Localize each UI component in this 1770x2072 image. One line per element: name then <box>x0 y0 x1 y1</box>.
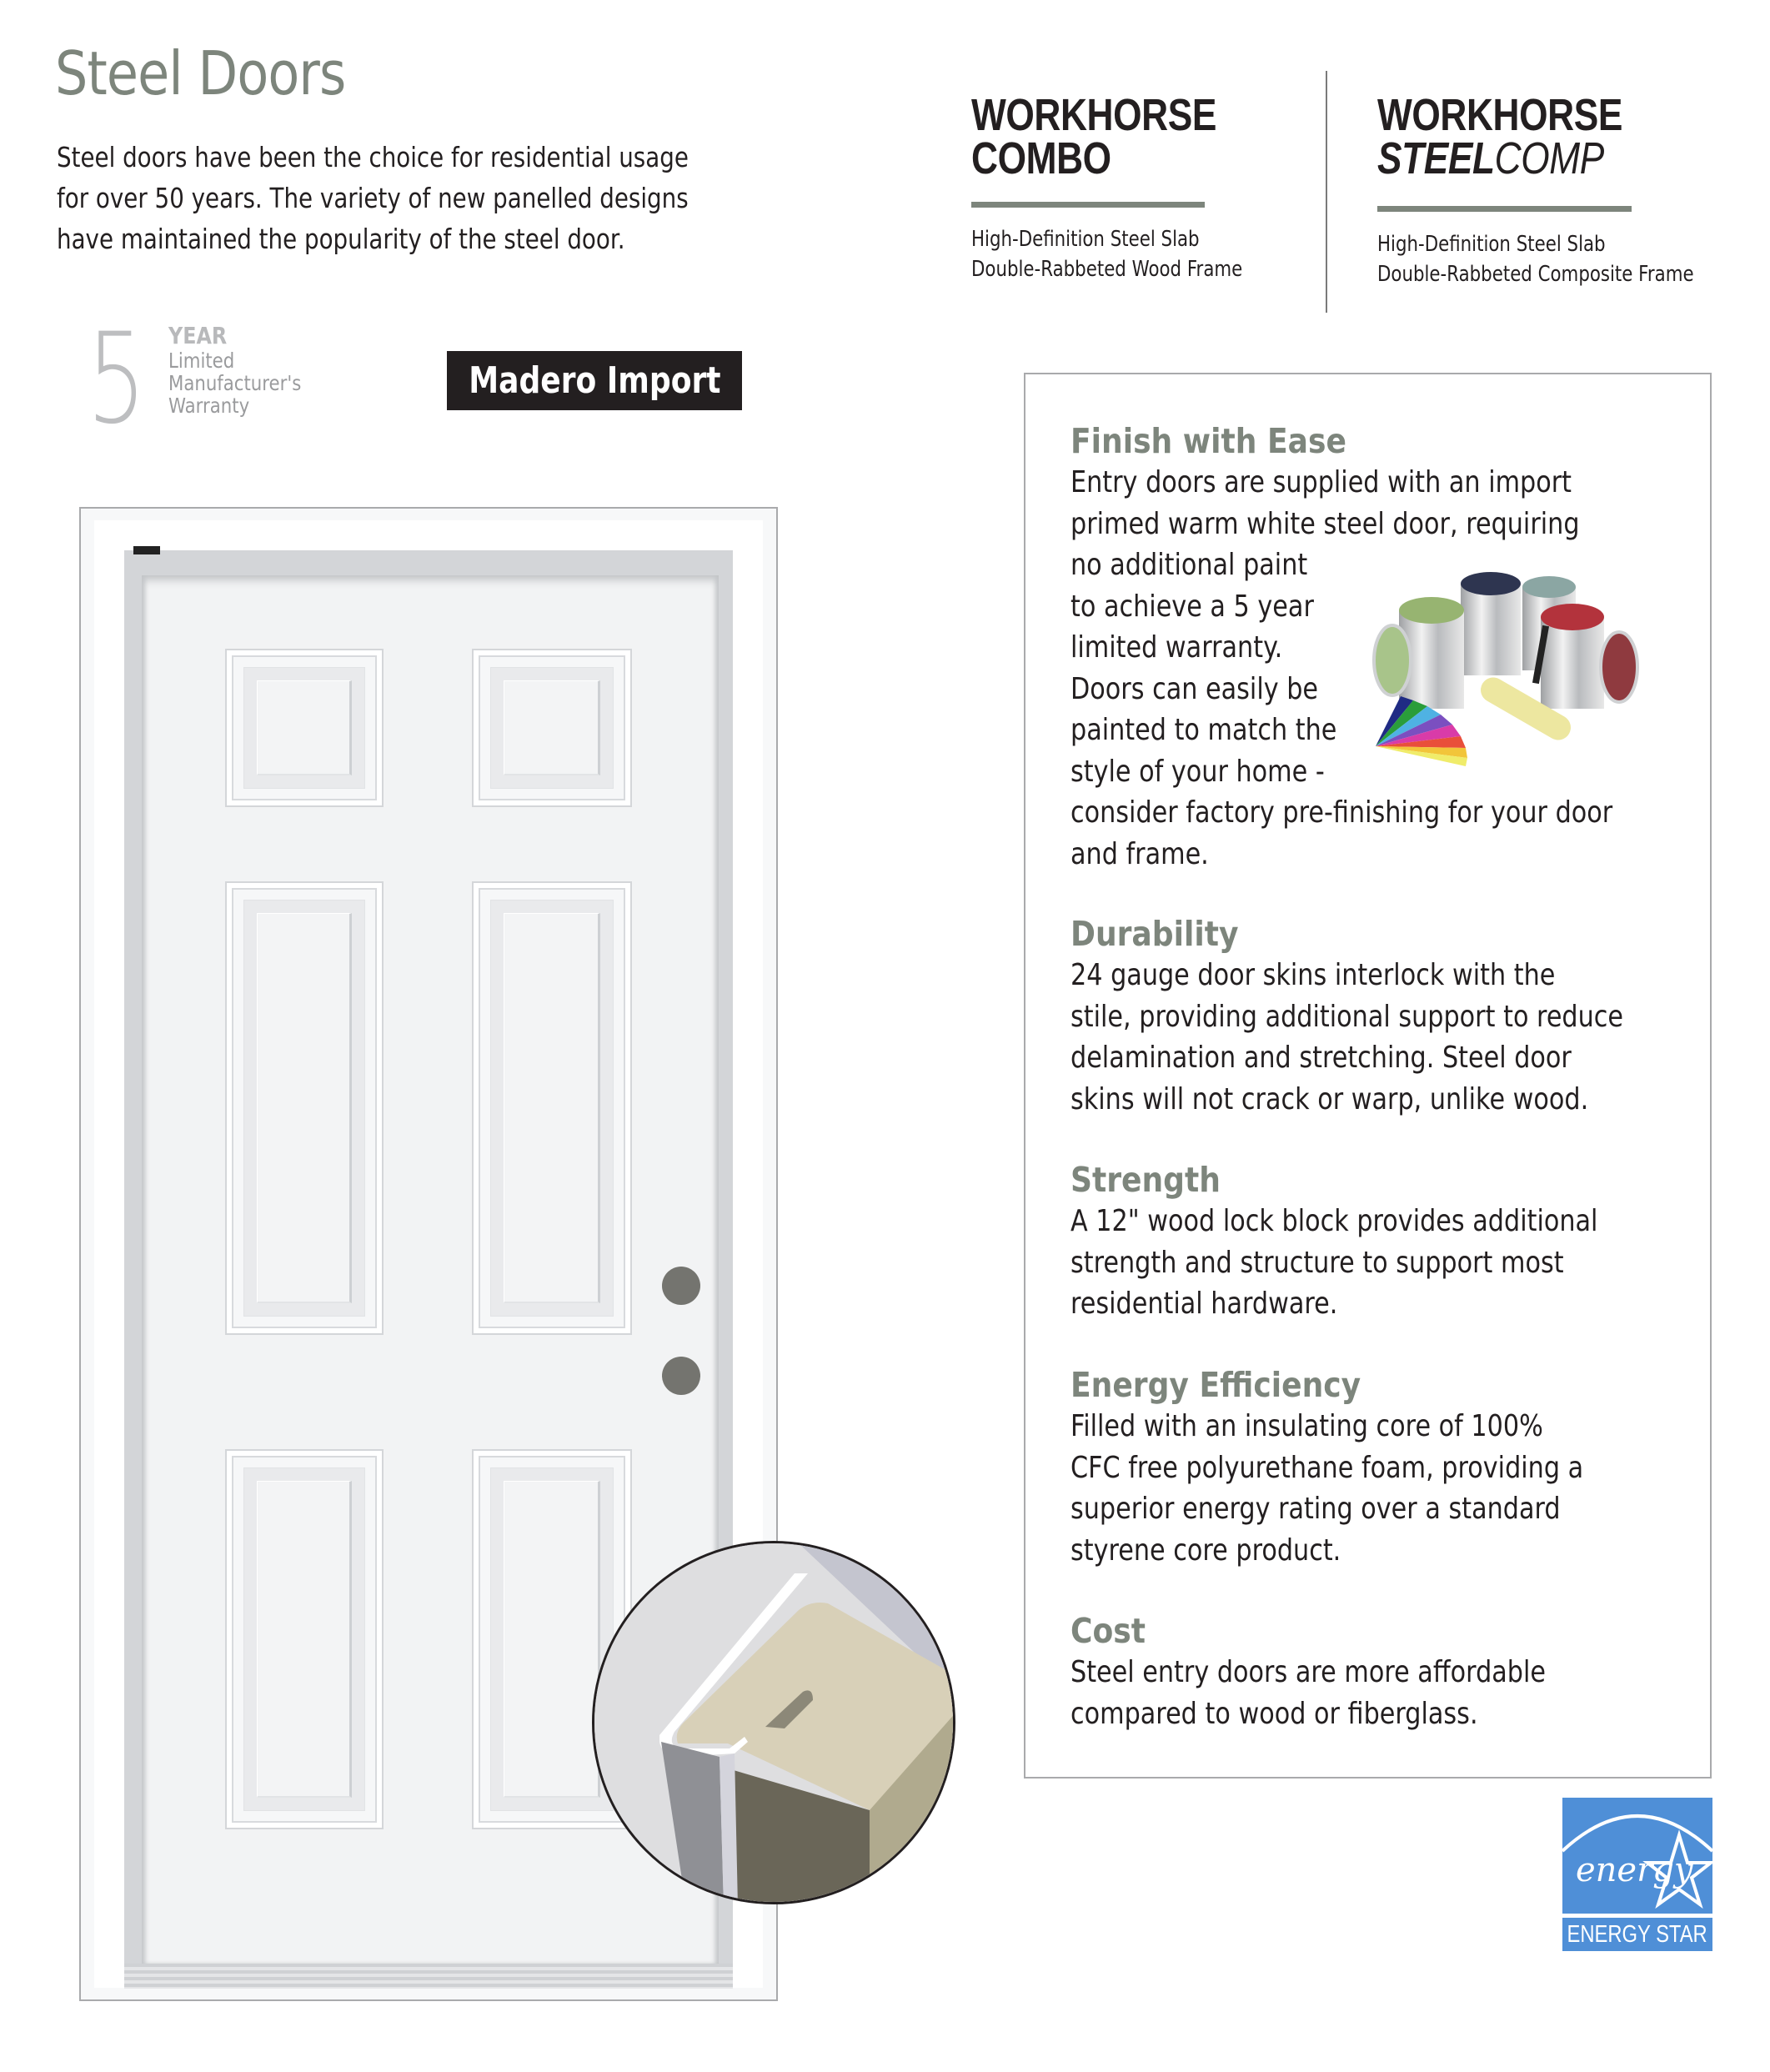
feature-line: primed warm white steel door, requiring <box>1071 506 1580 541</box>
door-panel <box>225 881 384 1335</box>
energy-star-icon <box>1562 1798 1712 1914</box>
feature-line: Filled with an insulating core of 100% <box>1071 1409 1543 1443</box>
energy-star-logo <box>1562 1798 1712 1951</box>
feature-line: compared to wood or fiberglass. <box>1071 1696 1478 1731</box>
feature-cost <box>1071 1610 1687 1734</box>
feature-heading: Finish with Ease <box>1071 421 1346 461</box>
feature-line: limited warranty. <box>1071 630 1283 665</box>
door-panel <box>472 649 632 807</box>
feature-heading: Durability <box>1071 914 1239 954</box>
feature-line: skins will not crack or warp, unlike wood. <box>1071 1081 1589 1116</box>
intro-line: have maintained the popularity of the steel door. <box>57 223 625 255</box>
product-name <box>1377 90 1694 183</box>
energy-star-label: ENERGY STAR <box>1567 1920 1708 1948</box>
warranty-years: 5 <box>87 307 147 452</box>
deadbolt-bore <box>662 1357 700 1395</box>
feature-line: style of your home - <box>1071 754 1325 789</box>
intro-paragraph <box>57 137 687 259</box>
warranty-line: Warranty <box>168 394 250 418</box>
product-name-line: WORKHORSE <box>971 90 1216 140</box>
feature-line: superior energy rating over a standard <box>1071 1492 1561 1526</box>
feature-line: residential hardware. <box>1071 1287 1338 1321</box>
feature-line: Steel entry doors are more affordable <box>1071 1655 1547 1689</box>
warranty-text <box>168 323 301 417</box>
product-description <box>971 224 1242 284</box>
description-line: Double-Rabbeted Composite Frame <box>1377 262 1694 287</box>
product-name <box>971 90 1242 183</box>
product-workhorse-steelcomp <box>1377 90 1763 289</box>
paint-cans-icon <box>1359 567 1651 767</box>
feature-line: painted to match the <box>1071 713 1337 747</box>
madero-import-badge <box>447 351 742 410</box>
product-name-bold: STEEL <box>1377 133 1495 183</box>
energy-script: energy <box>1576 1851 1693 1889</box>
feature-line: consider factory pre-finishing for your door <box>1071 795 1613 830</box>
feature-durability <box>1071 913 1687 1120</box>
description-line: High-Definition Steel Slab <box>1377 232 1606 257</box>
feature-line: delamination and stretching. Steel door <box>1071 1041 1572 1075</box>
page-title: Steel Doors <box>55 38 346 108</box>
feature-line: CFC free polyurethane foam, providing a <box>1071 1450 1584 1485</box>
feature-line: 24 gauge door skins interlock with the <box>1071 958 1556 992</box>
intro-line: for over 50 years. The variety of new panelled designs <box>57 182 689 214</box>
feature-heading: Strength <box>1071 1160 1221 1200</box>
feature-line: A 12" wood lock block provides additional <box>1071 1204 1598 1238</box>
warranty-year-label: YEAR <box>168 322 228 349</box>
badge-label: Madero Import <box>468 359 721 402</box>
intro-line: Steel doors have been the choice for residential usage <box>57 141 689 173</box>
vertical-divider <box>1326 71 1327 313</box>
product-name-line <box>1377 133 1694 183</box>
feature-line: styrene core product. <box>1071 1533 1341 1568</box>
accent-bar <box>971 202 1205 208</box>
feature-strength <box>1071 1159 1687 1325</box>
door-label-tag <box>133 546 160 554</box>
feature-line: Entry doors are supplied with an import <box>1071 465 1572 499</box>
accent-bar <box>1377 206 1632 212</box>
door-sill <box>124 1964 733 1989</box>
feature-heading: Energy Efficiency <box>1071 1365 1361 1405</box>
description-line: High-Definition Steel Slab <box>971 227 1200 252</box>
feature-line: and frame. <box>1071 836 1209 871</box>
door-handle-bore <box>662 1267 700 1305</box>
feature-heading: Cost <box>1071 1611 1146 1651</box>
feature-line: no additional paint <box>1071 548 1308 582</box>
feature-line: stile, providing additional support to reduce <box>1071 999 1624 1034</box>
product-name-light: COMP <box>1494 133 1604 183</box>
feature-line: strength and structure to support most <box>1071 1245 1564 1280</box>
warranty-line: Manufacturer's <box>168 371 302 395</box>
description-line: Double-Rabbeted Wood Frame <box>971 257 1243 282</box>
door-panel <box>225 649 384 807</box>
feature-line: to achieve a 5 year <box>1071 589 1314 624</box>
warranty-line: Limited <box>168 349 235 373</box>
product-workhorse-combo <box>971 90 1302 284</box>
product-name-line: COMBO <box>971 133 1111 183</box>
door-panel <box>472 881 632 1335</box>
door-panel <box>225 1449 384 1829</box>
energy-star-label-bar <box>1562 1918 1712 1951</box>
stile-cross-section-icon <box>592 1541 955 1904</box>
product-name-line: WORKHORSE <box>1377 90 1622 140</box>
feature-line: Doors can easily be <box>1071 671 1319 706</box>
product-description <box>1377 229 1694 289</box>
feature-energy-efficiency <box>1071 1364 1687 1571</box>
